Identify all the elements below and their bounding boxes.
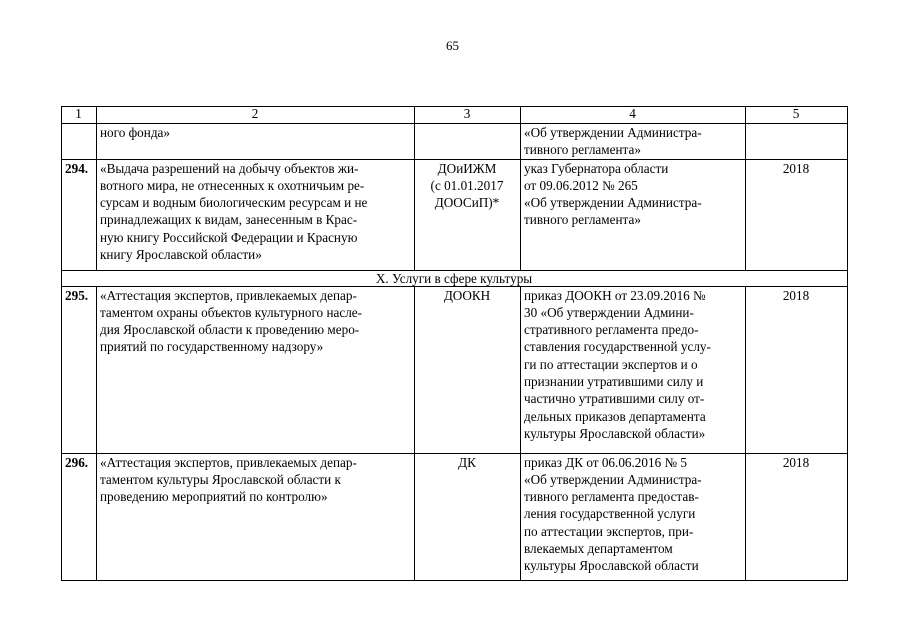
- page-number: 65: [446, 38, 459, 53]
- table-row-continuation: [62, 124, 848, 160]
- document-cell: [521, 453, 746, 580]
- section-row: [62, 270, 848, 286]
- cell-text-line: дельных приказов департамента: [524, 408, 706, 424]
- cell-text-line: (с 01.01.2017: [430, 177, 504, 193]
- cell-text-line: тивного регламента»: [524, 142, 641, 158]
- cell-text-line: таментом культуры Ярославской области к: [100, 471, 341, 487]
- cell-text-line: дия Ярославской области к проведению меро-: [100, 322, 360, 338]
- year-cell: 2018: [746, 453, 848, 580]
- agency-cell: [415, 124, 521, 160]
- cell-text-line: проведению мероприятий по контролю»: [100, 489, 328, 505]
- cell-text-line: тивного регламента»: [524, 212, 641, 228]
- cell-text-line: от 09.06.2012 № 265: [524, 177, 638, 193]
- cell-text-line: приятий по государственному надзору»: [100, 339, 324, 355]
- agency-cell: [415, 159, 521, 270]
- table-row-294: [62, 159, 848, 270]
- table-row-295: [62, 286, 848, 453]
- document-cell: [521, 124, 746, 160]
- cell-text-line: указ Губернатора области: [524, 160, 669, 176]
- cell-text-line: приказ ДК от 06.06.2016 № 5: [524, 454, 687, 470]
- cell-text-line: «Об утверждении Администра-: [524, 471, 702, 487]
- row-number-cell: 296.: [62, 453, 97, 580]
- service-name-cell: [97, 453, 415, 580]
- cell-text-line: «Об утверждении Администра-: [524, 195, 702, 211]
- cell-text-line: влекаемых департаментом: [524, 541, 673, 557]
- cell-text-line: сурсам и водным биологическим ресурсам и не: [100, 195, 368, 211]
- cell-text-line: ставления государственной услу-: [524, 339, 711, 355]
- cell-text-line: «Об утверждении Администра-: [524, 125, 702, 140]
- cell-text-line: культуры Ярославской области: [524, 558, 699, 574]
- document-cell: [521, 286, 746, 453]
- cell-text-line: ги по аттестации экспертов и о: [524, 356, 698, 372]
- document-cell: [521, 159, 746, 270]
- cell-text-line: 30 «Об утверждении Админи-: [524, 304, 694, 320]
- cell-text-line: вотного мира, не отнесенных к охотничьим ре-: [100, 177, 365, 193]
- column-header-4: 4: [521, 107, 746, 124]
- cell-text-line: книгу Ярославской области»: [100, 247, 262, 263]
- cell-text-line: принадлежащих к видам, занесенным в Крас-: [100, 212, 358, 228]
- cell-text-line: таментом охраны объектов культурного насле-: [100, 304, 363, 320]
- cell-text-line: ДООСиП)*: [434, 195, 500, 211]
- column-header-5: 5: [746, 107, 848, 124]
- year-cell: [746, 124, 848, 160]
- cell-text-line: культуры Ярославской области»: [524, 425, 706, 441]
- cell-text-line: приказ ДООКН от 23.09.2016 №: [524, 287, 706, 303]
- cell-text-line: тивного регламента предостав-: [524, 489, 699, 505]
- cell-text-line: признании утратившими силу и: [524, 374, 704, 390]
- year-cell: 2018: [746, 286, 848, 453]
- service-name-cell: [97, 124, 415, 160]
- service-name-cell: [97, 159, 415, 270]
- service-name-cell: [97, 286, 415, 453]
- row-number-cell: 295.: [62, 286, 97, 453]
- cell-text-line: «Выдача разрешений на добычу объектов жи-: [100, 160, 359, 176]
- table-row-296: [62, 453, 848, 580]
- cell-text-line: стративного регламента предо-: [524, 322, 699, 338]
- cell-text-line: ного фонда»: [100, 125, 170, 140]
- row-number-cell: [62, 124, 97, 160]
- cell-text-line: ную книгу Российской Федерации и Красную: [100, 229, 358, 245]
- section-title: X. Услуги в сфере культуры: [62, 270, 848, 286]
- agency-cell: [415, 286, 521, 453]
- cell-text-line: по аттестации экспертов, при-: [524, 523, 694, 539]
- cell-text-line: «Аттестация экспертов, привлекаемых депар-: [100, 454, 357, 470]
- year-cell: 2018: [746, 159, 848, 270]
- cell-text-line: ления государственной услуги: [524, 506, 696, 522]
- column-header-3: 3: [415, 107, 521, 124]
- column-header-1: 1: [62, 107, 97, 124]
- cell-text-line: ДОиИЖМ: [437, 160, 497, 176]
- cell-text-line: «Аттестация экспертов, привлекаемых депар-: [100, 287, 357, 303]
- cell-text-line: ДООКН: [443, 287, 491, 303]
- agency-cell: [415, 453, 521, 580]
- cell-text-line: частично утратившими силу от-: [524, 391, 705, 407]
- table-header-row: [62, 107, 848, 124]
- row-number-cell: 294.: [62, 159, 97, 270]
- cell-text-line: ДК: [458, 454, 476, 470]
- column-header-2: 2: [97, 107, 415, 124]
- services-table: [61, 106, 848, 581]
